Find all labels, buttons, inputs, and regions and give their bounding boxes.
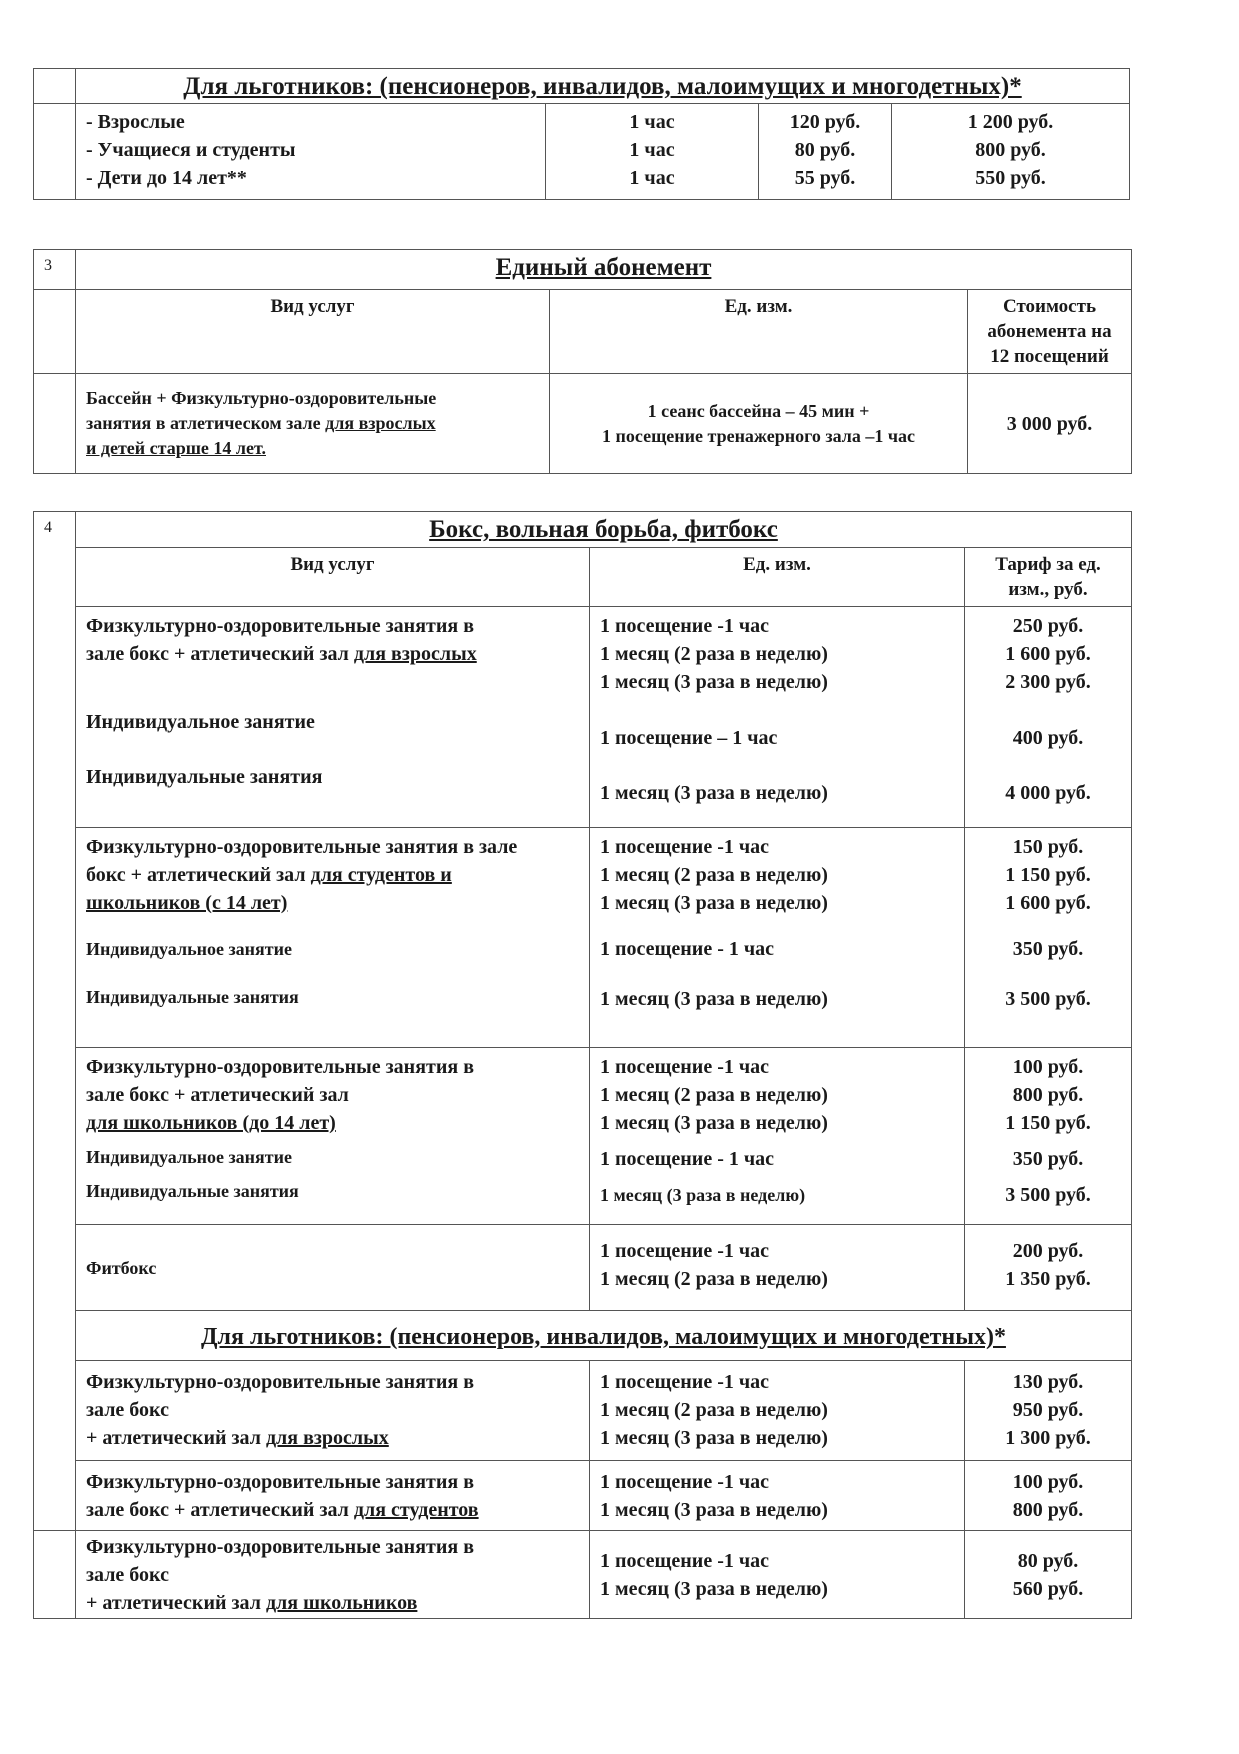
- price-line: 560 руб.: [1012, 1577, 1084, 1600]
- fitbox-name: Фитбокс: [76, 1225, 590, 1311]
- price-line: 3 500 руб.: [1005, 988, 1091, 1010]
- service-line: Физкультурно-оздоровительные занятия в: [86, 1536, 474, 1558]
- price-line: 1 350 руб.: [1005, 1268, 1091, 1290]
- individual-sessions-label: Индивидуальные занятия: [86, 1181, 299, 1201]
- unit-line: 1 посещение -1 час: [600, 1471, 770, 1493]
- header-service: Вид услуг: [76, 290, 550, 374]
- total-cell: [892, 104, 1130, 200]
- price-line: 4 000 руб.: [1005, 782, 1091, 804]
- header-unit: Ед. изм.: [550, 290, 968, 374]
- service-line: Бассейн + Физкультурно-оздоровительные: [86, 388, 437, 408]
- service-description: [76, 374, 550, 474]
- cost-value: 3 000 руб.: [968, 374, 1132, 474]
- category-name: - Взрослые: [86, 111, 185, 133]
- service-text: занятия в атлетическом зале: [86, 413, 326, 433]
- service-text: + атлетический зал: [86, 1427, 266, 1449]
- unit-line: 1 месяц (2 раза в неделю): [600, 864, 828, 886]
- unit-line: 1 посещение тренажерного зала –1 час: [602, 425, 915, 446]
- unit-line: 1 посещение -1 час: [600, 836, 770, 858]
- service-line: зале бокс: [86, 1399, 169, 1421]
- service-line: Физкультурно-оздоровительные занятия в зале: [86, 836, 518, 858]
- price-line: 1 300 руб.: [1005, 1427, 1091, 1449]
- boxing-table: [33, 511, 1132, 1619]
- unit-line: 1 месяц (3 раза в неделю): [600, 1185, 806, 1205]
- audience-label: для взрослых: [325, 413, 436, 433]
- section-number: 3: [34, 250, 76, 290]
- unit-line: 1 месяц (3 раза в неделю): [600, 671, 828, 693]
- unit-line: 1 месяц (2 раза в неделю): [600, 1084, 828, 1106]
- price-line: 1 600 руб.: [1005, 643, 1091, 665]
- header-cost: [968, 290, 1132, 374]
- price-line: 800 руб.: [1012, 1499, 1084, 1521]
- price-line: 150 руб.: [1012, 836, 1084, 858]
- price-line: 950 руб.: [1012, 1399, 1084, 1421]
- header-tariff-line: Тариф за ед.: [995, 554, 1101, 575]
- unit-line: 1 месяц (2 раза в неделю): [600, 1399, 828, 1421]
- audience-label: и детей старше 14 лет.: [86, 438, 266, 458]
- benefit-students-services: [76, 1461, 590, 1531]
- audience-label: для студентов и: [310, 864, 452, 886]
- section-title: Единый абонемент: [76, 250, 1132, 290]
- benefits-title: Для льготников: (пенсионеров, инвалидов, малоимущих и многодетных)*: [76, 1311, 1132, 1361]
- individual-sessions-label: Индивидуальные занятия: [86, 987, 299, 1007]
- unit-line: 1 посещение - 1 час: [600, 938, 775, 960]
- service-text: зале бокс + атлетический зал: [86, 643, 354, 665]
- service-line: [86, 861, 579, 889]
- number-cell: [34, 290, 76, 374]
- price-line: 1 600 руб.: [1005, 892, 1091, 914]
- price-line: 800 руб.: [1012, 1084, 1084, 1106]
- price-line: 80 руб.: [1017, 1549, 1079, 1572]
- unit-line: 1 посещение – 1 час: [600, 727, 778, 749]
- price-value: 55 руб.: [794, 167, 856, 189]
- category-name: - Учащиеся и студенты: [86, 139, 296, 161]
- header-tariff-line: изм., руб.: [1008, 579, 1088, 600]
- unit-line: 1 посещение -1 час: [600, 1371, 770, 1393]
- unit-description: [550, 374, 968, 474]
- students-prices: [965, 828, 1132, 1048]
- service-line: [86, 411, 539, 436]
- service-line: [86, 1496, 579, 1524]
- price-value: 120 руб.: [789, 111, 861, 133]
- benefit-schoolkids-services: [76, 1531, 590, 1619]
- benefits-rates-table: [33, 68, 1130, 200]
- section-title: Бокс, вольная борьба, фитбокс: [76, 512, 1132, 548]
- number-cell: [34, 374, 76, 474]
- header-tariff: [965, 548, 1132, 607]
- unit-line: 1 месяц (3 раза в неделю): [600, 782, 828, 804]
- unit-line: 1 месяц (3 раза в неделю): [600, 1427, 828, 1449]
- service-line: Физкультурно-оздоровительные занятия в: [86, 1056, 474, 1078]
- individual-sessions-label: Индивидуальные занятия: [86, 766, 323, 788]
- service-line: Физкультурно-оздоровительные занятия в: [86, 1371, 474, 1393]
- schoolkids-units: [590, 1048, 965, 1225]
- price-line: 400 руб.: [1012, 727, 1084, 749]
- number-cell: [34, 1531, 76, 1619]
- price-line: 100 руб.: [1012, 1471, 1084, 1493]
- benefit-students-prices: [965, 1461, 1132, 1531]
- unit-line: 1 месяц (3 раза в неделю): [600, 1577, 828, 1600]
- total-value: 800 руб.: [975, 139, 1046, 161]
- audience-label: для школьников (до 14 лет): [86, 1112, 336, 1134]
- price-line: 1 150 руб.: [1005, 864, 1091, 886]
- price-line: 250 руб.: [1012, 615, 1084, 637]
- price-line: 350 руб.: [1012, 938, 1084, 960]
- service-text: бокс + атлетический зал: [86, 864, 311, 886]
- service-line: Физкультурно-оздоровительные занятия в: [86, 615, 474, 637]
- header-service: Вид услуг: [76, 548, 590, 607]
- audience-label: для взрослых: [353, 643, 477, 665]
- benefit-adults-services: [76, 1361, 590, 1461]
- unit-line: 1 месяц (3 раза в неделю): [600, 892, 828, 914]
- header-cost-line: 12 посещений: [990, 346, 1109, 367]
- individual-session-label: Индивидуальное занятие: [86, 711, 315, 733]
- unit-line: 1 месяц (3 раза в неделю): [600, 1112, 828, 1134]
- number-cell: [34, 69, 76, 104]
- service-line: [86, 640, 579, 668]
- benefit-adults-units: [590, 1361, 965, 1461]
- benefit-schoolkids-units: [590, 1531, 965, 1619]
- price-value: 80 руб.: [794, 139, 856, 161]
- benefit-schoolkids-prices: [965, 1531, 1132, 1619]
- audience-label: для студентов: [353, 1499, 479, 1521]
- total-value: 550 руб.: [975, 167, 1046, 189]
- individual-session-label: Индивидуальное занятие: [86, 1147, 292, 1167]
- unit-value: 1 час: [629, 111, 675, 133]
- service-line: Физкультурно-оздоровительные занятия в: [86, 1471, 474, 1493]
- total-value: 1 200 руб.: [967, 111, 1054, 133]
- price-line: 350 руб.: [1012, 1148, 1084, 1170]
- adults-services: [76, 607, 590, 828]
- category-name: - Дети до 14 лет**: [86, 167, 247, 189]
- price-line: 1 150 руб.: [1005, 1112, 1091, 1134]
- unit-line: 1 месяц (3 раза в неделю): [600, 1499, 828, 1521]
- unit-cell: [546, 104, 759, 200]
- price-line: 100 руб.: [1012, 1056, 1084, 1078]
- unit-line: 1 месяц (2 раза в неделю): [600, 1268, 828, 1290]
- schoolkids-services: [76, 1048, 590, 1225]
- unit-line: 1 месяц (2 раза в неделю): [600, 643, 828, 665]
- unit-line: 1 посещение -1 час: [600, 1056, 770, 1078]
- service-line: [86, 1424, 579, 1452]
- unit-line: 1 посещение -1 час: [600, 1549, 770, 1572]
- service-line: [86, 1589, 579, 1617]
- students-services: [76, 828, 590, 1048]
- unit-line: 1 посещение -1 час: [600, 615, 770, 637]
- price-cell: [759, 104, 892, 200]
- number-cell: [34, 104, 76, 200]
- service-line: зале бокс + атлетический зал: [86, 1084, 349, 1106]
- service-text: зале бокс + атлетический зал: [86, 1499, 354, 1521]
- schoolkids-prices: [965, 1048, 1132, 1225]
- benefit-adults-prices: [965, 1361, 1132, 1461]
- service-line: зале бокс: [86, 1564, 169, 1586]
- unit-value: 1 час: [629, 167, 675, 189]
- combined-pass-table: [33, 249, 1132, 474]
- audience-label: для взрослых: [265, 1427, 389, 1449]
- unit-line: 1 сеанс бассейна – 45 мин +: [647, 400, 870, 421]
- individual-session-label: Индивидуальное занятие: [86, 939, 292, 959]
- adults-prices: [965, 607, 1132, 828]
- section-title: Для льготников: (пенсионеров, инвалидов, малоимущих и многодетных)*: [76, 69, 1130, 104]
- audience-label: для школьников: [265, 1592, 418, 1614]
- audience-label: школьников (с 14 лет): [86, 892, 288, 914]
- students-units: [590, 828, 965, 1048]
- unit-value: 1 час: [629, 139, 675, 161]
- unit-line: 1 посещение - 1 час: [600, 1148, 775, 1170]
- benefit-students-units: [590, 1461, 965, 1531]
- price-line: 130 руб.: [1012, 1371, 1084, 1393]
- fitbox-units: [590, 1225, 965, 1311]
- price-line: 2 300 руб.: [1005, 671, 1091, 693]
- header-cost-line: Стоимость: [1002, 296, 1096, 317]
- category-cell: [76, 104, 546, 200]
- price-line: 3 500 руб.: [1005, 1184, 1091, 1206]
- header-unit: Ед. изм.: [590, 548, 965, 607]
- header-cost-line: абонемента на: [987, 321, 1112, 342]
- adults-units: [590, 607, 965, 828]
- unit-line: 1 посещение -1 час: [600, 1240, 770, 1262]
- service-text: + атлетический зал: [86, 1592, 266, 1614]
- section-number: 4: [34, 512, 76, 1531]
- price-line: 200 руб.: [1012, 1240, 1084, 1262]
- fitbox-prices: [965, 1225, 1132, 1311]
- unit-line: 1 месяц (3 раза в неделю): [600, 988, 828, 1010]
